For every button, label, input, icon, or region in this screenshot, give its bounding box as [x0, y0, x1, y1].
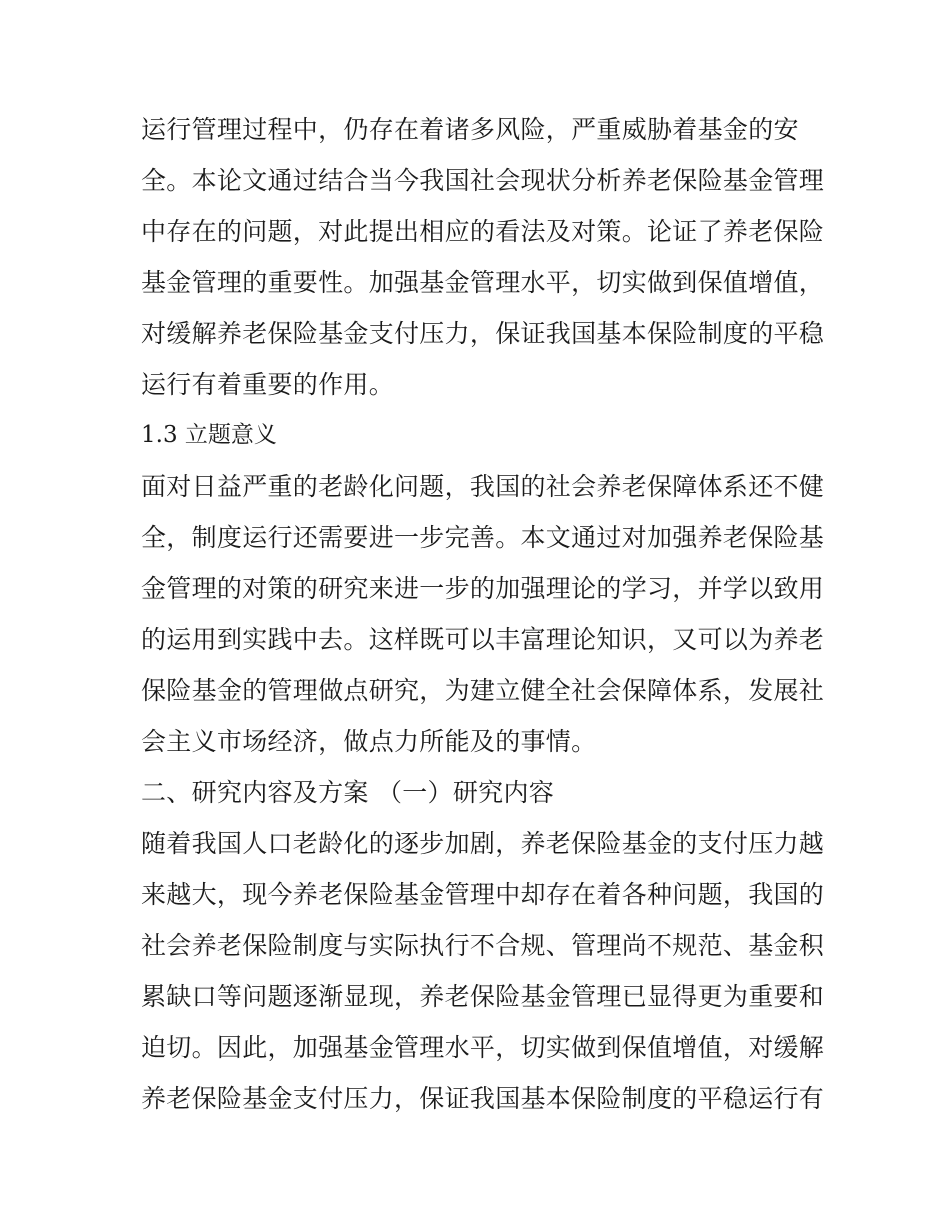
text-line: 运行管理过程中，仍存在着诸多风险，严重威胁着基金的安	[141, 115, 799, 144]
text-line: 随着我国人口老龄化的逐步加剧，养老保险基金的支付压力越	[141, 829, 825, 858]
text-line: 面对日益严重的老龄化问题，我国的社会养老保障体系还不健	[141, 472, 825, 501]
document-body	[141, 104, 825, 1124]
text-line: 中存在的问题，对此提出相应的看法及对策。论证了养老保险	[141, 217, 825, 246]
text-line: 的运用到实践中去。这样既可以丰富理论知识，又可以为养老	[141, 625, 825, 654]
text-line: 保险基金的管理做点研究，为建立健全社会保障体系，发展社	[141, 676, 825, 705]
text-line: 迫切。因此，加强基金管理水平，切实做到保值增值，对缓解	[141, 1033, 825, 1062]
text-line: 养老保险基金支付压力，保证我国基本保险制度的平稳运行有	[141, 1084, 825, 1113]
text-line: 基金管理的重要性。加强基金管理水平，切实做到保值增值，	[141, 268, 825, 297]
section-heading-research-content: 二、研究内容及方案 （一）研究内容	[141, 778, 555, 807]
text-line: 社会养老保险制度与实际执行不合规、管理尚不规范、基金积	[141, 931, 825, 960]
text-line: 运行有着重要的作用。	[141, 370, 395, 399]
text-line: 会主义市场经济，做点力所能及的事情。	[141, 727, 597, 756]
text-line: 金管理的对策的研究来进一步的加强理论的学习，并学以致用	[141, 574, 825, 603]
section-heading-1-3: 1.3 立题意义	[141, 422, 277, 448]
text-line: 全。本论文通过结合当今我国社会现状分析养老保险基金管理	[141, 166, 825, 195]
text-line: 来越大，现今养老保险基金管理中却存在着各种问题，我国的	[141, 880, 825, 909]
text-line: 累缺口等问题逐渐显现，养老保险基金管理已显得更为重要和	[141, 982, 825, 1011]
text-line: 对缓解养老保险基金支付压力，保证我国基本保险制度的平稳	[141, 319, 825, 348]
text-line: 全，制度运行还需要进一步完善。本文通过对加强养老保险基	[141, 523, 825, 552]
